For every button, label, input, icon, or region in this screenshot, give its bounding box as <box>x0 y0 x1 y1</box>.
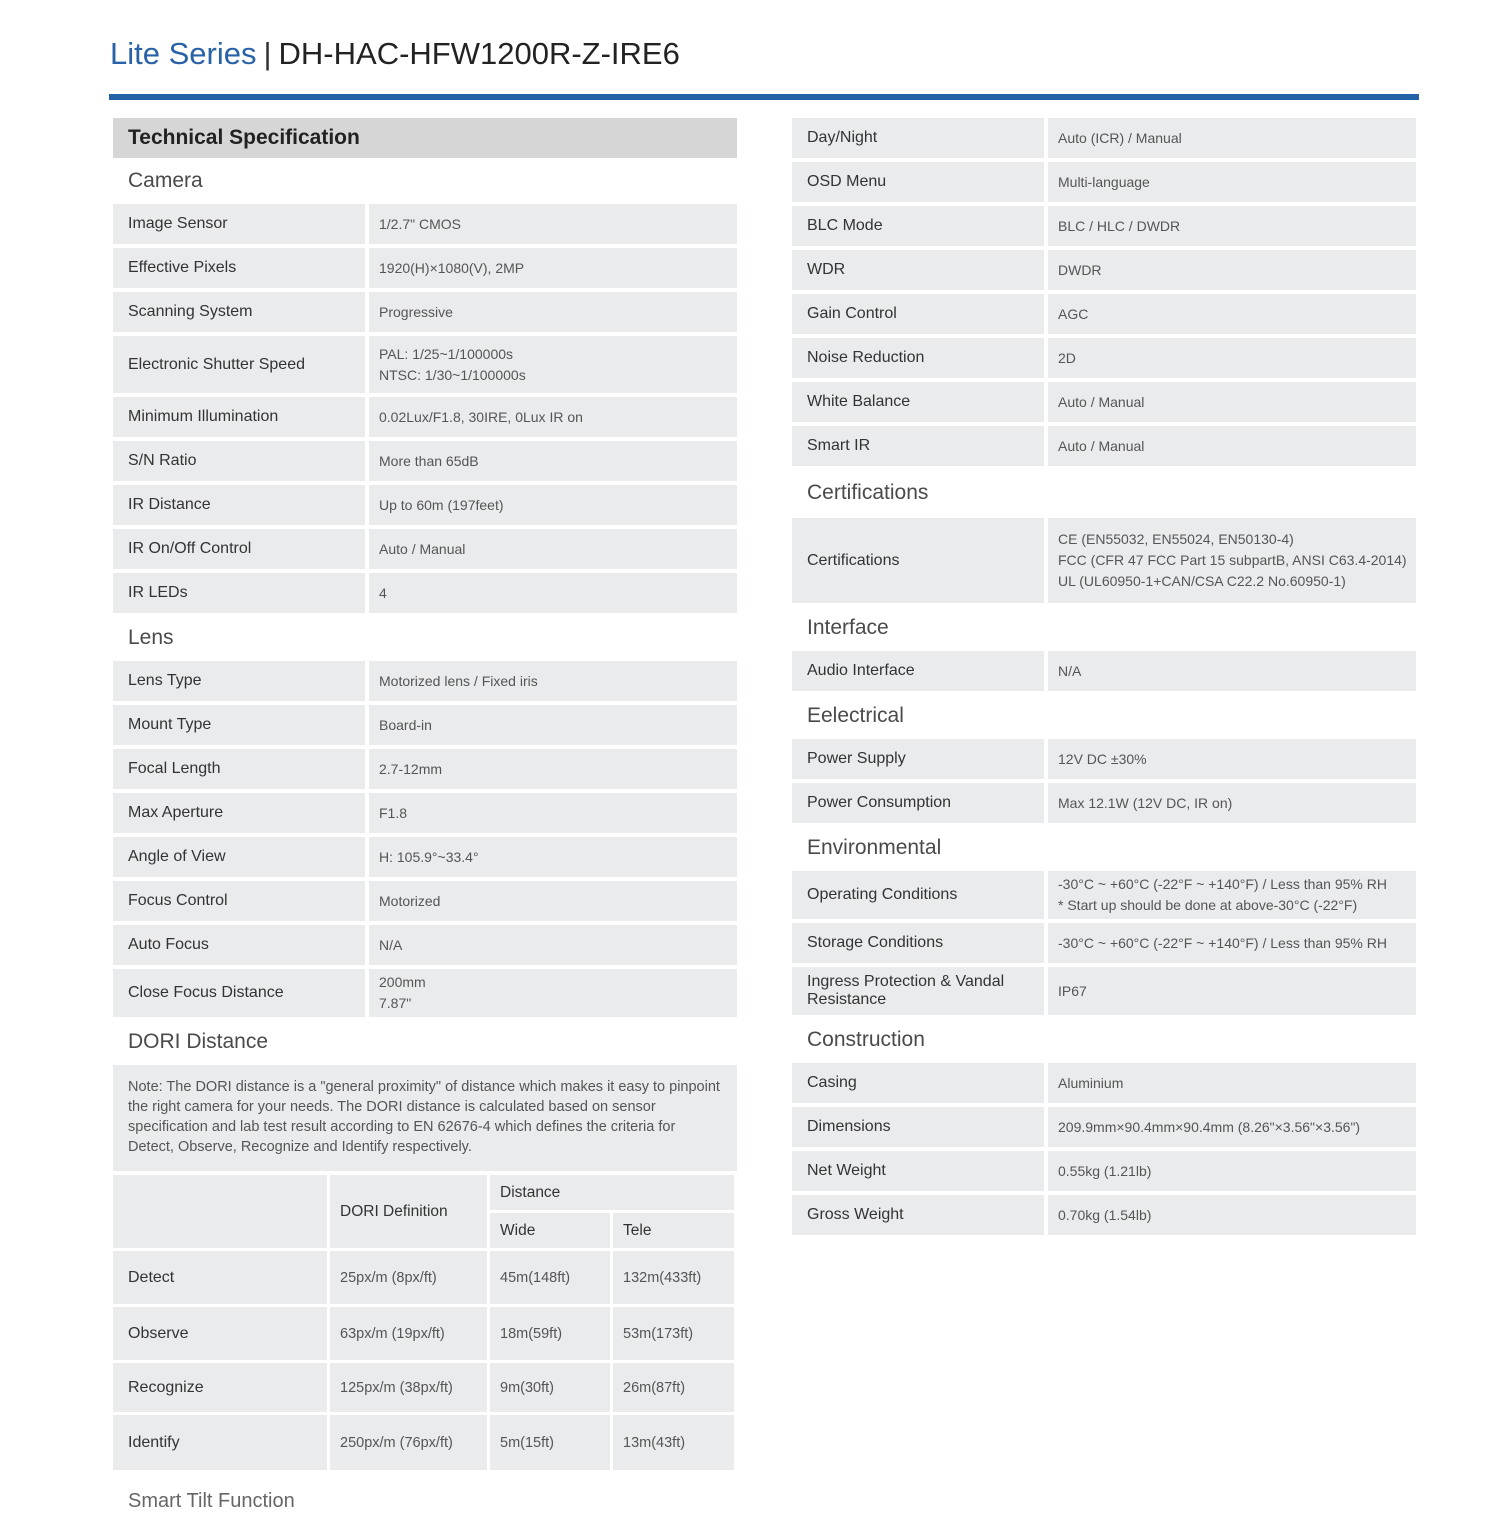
spec-row <box>792 338 1416 378</box>
spec-value: AGC <box>1048 294 1416 334</box>
spec-row <box>792 162 1416 202</box>
spec-label: Operating Conditions <box>792 871 1044 919</box>
spec-value-line: 200mm <box>379 974 426 990</box>
spec-row <box>113 881 737 921</box>
spec-row <box>792 1151 1416 1191</box>
dori-header-tele: Tele <box>613 1213 734 1248</box>
spec-label: Effective Pixels <box>113 248 365 288</box>
spec-row <box>792 923 1416 963</box>
dori-row-name: Recognize <box>113 1363 327 1412</box>
section-lens: Lens <box>128 626 174 649</box>
spec-row <box>792 294 1416 334</box>
spec-row <box>113 837 737 877</box>
spec-row <box>113 485 737 525</box>
spec-value: More than 65dB <box>369 441 737 481</box>
spec-value: Motorized <box>369 881 737 921</box>
spec-label: IR On/Off Control <box>113 529 365 569</box>
dori-row-name: Detect <box>113 1251 327 1304</box>
spec-row <box>792 518 1416 603</box>
dori-row-tele: 26m(87ft) <box>613 1363 734 1412</box>
dori-corner-cell <box>113 1175 327 1248</box>
spec-label: Focal Length <box>113 749 365 789</box>
spec-row <box>792 1063 1416 1103</box>
spec-value-line: * Start up should be done at above-30°C (-22°F) <box>1058 897 1358 913</box>
series-name: Lite Series <box>110 36 257 71</box>
model-name: DH-HAC-HFW1200R-Z-IRE6 <box>278 36 680 71</box>
spec-value <box>1048 871 1416 919</box>
spec-row <box>792 426 1416 466</box>
section-dori: DORI Distance <box>128 1030 269 1053</box>
spec-label: Max Aperture <box>113 793 365 833</box>
spec-label: WDR <box>792 250 1044 290</box>
spec-value-line: FCC (CFR 47 FCC Part 15 subpartB, ANSI C63.4-2014) <box>1058 552 1407 568</box>
cut-off-heading: Smart Tilt Function <box>128 1490 295 1512</box>
spec-row <box>792 382 1416 422</box>
spec-value: 0.55kg (1.21lb) <box>1048 1151 1416 1191</box>
spec-row <box>792 250 1416 290</box>
spec-label: Power Consumption <box>792 783 1044 823</box>
section-camera: Camera <box>128 169 203 192</box>
spec-label: Minimum Illumination <box>113 397 365 437</box>
spec-value: F1.8 <box>369 793 737 833</box>
spec-row <box>113 573 737 613</box>
spec-value: Auto / Manual <box>1048 382 1416 422</box>
header-rule <box>109 94 1419 100</box>
spec-value-line: 7.87" <box>379 995 412 1011</box>
spec-value: Progressive <box>369 292 737 332</box>
spec-value: Max 12.1W (12V DC, IR on) <box>1048 783 1416 823</box>
spec-label: Audio Interface <box>792 651 1044 691</box>
page-header <box>110 32 680 76</box>
spec-value: 1920(H)×1080(V), 2MP <box>369 248 737 288</box>
section-interface: Interface <box>807 616 889 639</box>
title-separator: | <box>263 36 272 71</box>
spec-row <box>113 292 737 332</box>
spec-label: Noise Reduction <box>792 338 1044 378</box>
spec-value: Board-in <box>369 705 737 745</box>
section-environmental: Environmental <box>807 836 942 859</box>
spec-value: Motorized lens / Fixed iris <box>369 661 737 701</box>
section-construction: Construction <box>807 1028 925 1051</box>
left-column <box>113 118 737 1470</box>
spec-value <box>1048 518 1416 603</box>
dori-note: Note: The DORI distance is a "general proximity" of distance which makes it easy to pinpoint the right camera for your needs. The DORI distance is calculated based on sensor specification and lab test result according to EN 62676-4 which defines the criteria for Detect, Observe, Recognize and Identify respectively. <box>113 1065 737 1171</box>
spec-value: 4 <box>369 573 737 613</box>
dori-row-name: Identify <box>113 1415 327 1470</box>
spec-value: Aluminium <box>1048 1063 1416 1103</box>
spec-label: White Balance <box>792 382 1044 422</box>
spec-value-line: PAL: 1/25~1/100000s <box>379 345 514 362</box>
spec-value: IP67 <box>1048 967 1416 1015</box>
spec-value: Up to 60m (197feet) <box>369 485 737 525</box>
spec-value-line: NTSC: 1/30~1/100000s <box>379 366 526 383</box>
spec-row <box>113 204 737 244</box>
spec-label: Gain Control <box>792 294 1044 334</box>
dori-row-wide: 18m(59ft) <box>490 1307 610 1360</box>
spec-value: H: 105.9°~33.4° <box>369 837 737 877</box>
spec-value: 2.7-12mm <box>369 749 737 789</box>
dori-row-tele: 53m(173ft) <box>613 1307 734 1360</box>
spec-label: Angle of View <box>113 837 365 877</box>
dori-row-wide: 5m(15ft) <box>490 1415 610 1470</box>
spec-value: 2D <box>1048 338 1416 378</box>
section-certifications: Certifications <box>807 481 929 504</box>
spec-row <box>113 793 737 833</box>
spec-value-line: CE (EN55032, EN55024, EN50130-4) <box>1058 531 1294 547</box>
spec-row <box>113 969 737 1017</box>
spec-row <box>113 397 737 437</box>
spec-row <box>113 529 737 569</box>
spec-row <box>113 705 737 745</box>
spec-value: DWDR <box>1048 250 1416 290</box>
spec-label: Gross Weight <box>792 1195 1044 1235</box>
spec-banner: Technical Specification <box>113 118 737 158</box>
dori-row-def: 25px/m (8px/ft) <box>330 1251 487 1304</box>
spec-label: Mount Type <box>113 705 365 745</box>
dori-header-definition: DORI Definition <box>330 1175 487 1248</box>
dori-row-tele: 132m(433ft) <box>613 1251 734 1304</box>
spec-row <box>792 1107 1416 1147</box>
spec-row <box>792 118 1416 158</box>
spec-label: Certifications <box>792 518 1044 603</box>
dori-header-wide: Wide <box>490 1213 610 1248</box>
dori-row-tele: 13m(43ft) <box>613 1415 734 1470</box>
spec-row <box>113 749 737 789</box>
spec-row <box>113 441 737 481</box>
spec-value <box>369 336 737 393</box>
spec-label: IR Distance <box>113 485 365 525</box>
spec-label: Storage Conditions <box>792 923 1044 963</box>
spec-label: Net Weight <box>792 1151 1044 1191</box>
spec-label: Image Sensor <box>113 204 365 244</box>
spec-value: Auto (ICR) / Manual <box>1048 118 1416 158</box>
spec-value: 1/2.7" CMOS <box>369 204 737 244</box>
spec-row <box>113 248 737 288</box>
spec-label: Power Supply <box>792 739 1044 779</box>
spec-label: Auto Focus <box>113 925 365 965</box>
spec-row <box>792 739 1416 779</box>
section-electrical: Eelectrical <box>807 704 904 727</box>
dori-row-def: 63px/m (19px/ft) <box>330 1307 487 1360</box>
spec-row <box>113 336 737 393</box>
spec-value: 0.70kg (1.54lb) <box>1048 1195 1416 1235</box>
right-column <box>792 118 1416 1239</box>
spec-row <box>792 967 1416 1015</box>
spec-value: 0.02Lux/F1.8, 30IRE, 0Lux IR on <box>369 397 737 437</box>
dori-row-wide: 9m(30ft) <box>490 1363 610 1412</box>
spec-label: S/N Ratio <box>113 441 365 481</box>
spec-row <box>792 206 1416 246</box>
spec-label: OSD Menu <box>792 162 1044 202</box>
spec-value: Multi-language <box>1048 162 1416 202</box>
spec-label: Smart IR <box>792 426 1044 466</box>
spec-value: BLC / HLC / DWDR <box>1048 206 1416 246</box>
spec-value: 12V DC ±30% <box>1048 739 1416 779</box>
spec-label: IR LEDs <box>113 573 365 613</box>
spec-label: Casing <box>792 1063 1044 1103</box>
spec-value: N/A <box>369 925 737 965</box>
spec-value-line: UL (UL60950-1+CAN/CSA C22.2 No.60950-1) <box>1058 573 1346 589</box>
spec-value: Auto / Manual <box>1048 426 1416 466</box>
spec-value: N/A <box>1048 651 1416 691</box>
dori-table <box>113 1175 737 1470</box>
spec-value-line: -30°C ~ +60°C (-22°F ~ +140°F) / Less than 95% RH <box>1058 876 1387 892</box>
spec-value: 209.9mm×90.4mm×90.4mm (8.26"×3.56"×3.56") <box>1048 1107 1416 1147</box>
spec-label: Ingress Protection & Vandal Resistance <box>792 967 1044 1015</box>
spec-row <box>113 661 737 701</box>
spec-label: Electronic Shutter Speed <box>113 336 365 393</box>
spec-row <box>792 1195 1416 1235</box>
spec-label: Day/Night <box>792 118 1044 158</box>
spec-row <box>792 651 1416 691</box>
spec-label: BLC Mode <box>792 206 1044 246</box>
spec-label: Dimensions <box>792 1107 1044 1147</box>
dori-row-wide: 45m(148ft) <box>490 1251 610 1304</box>
spec-label: Scanning System <box>113 292 365 332</box>
spec-label: Close Focus Distance <box>113 969 365 1017</box>
dori-row-name: Observe <box>113 1307 327 1360</box>
spec-label: Focus Control <box>113 881 365 921</box>
dori-row-def: 250px/m (76px/ft) <box>330 1415 487 1470</box>
dori-header-distance: Distance <box>490 1175 734 1210</box>
spec-value: -30°C ~ +60°C (-22°F ~ +140°F) / Less than 95% RH <box>1048 923 1416 963</box>
spec-value <box>369 969 737 1017</box>
dori-row-def: 125px/m (38px/ft) <box>330 1363 487 1412</box>
spec-row <box>792 871 1416 919</box>
spec-value: Auto / Manual <box>369 529 737 569</box>
spec-row <box>792 783 1416 823</box>
spec-label: Lens Type <box>113 661 365 701</box>
spec-row <box>113 925 737 965</box>
